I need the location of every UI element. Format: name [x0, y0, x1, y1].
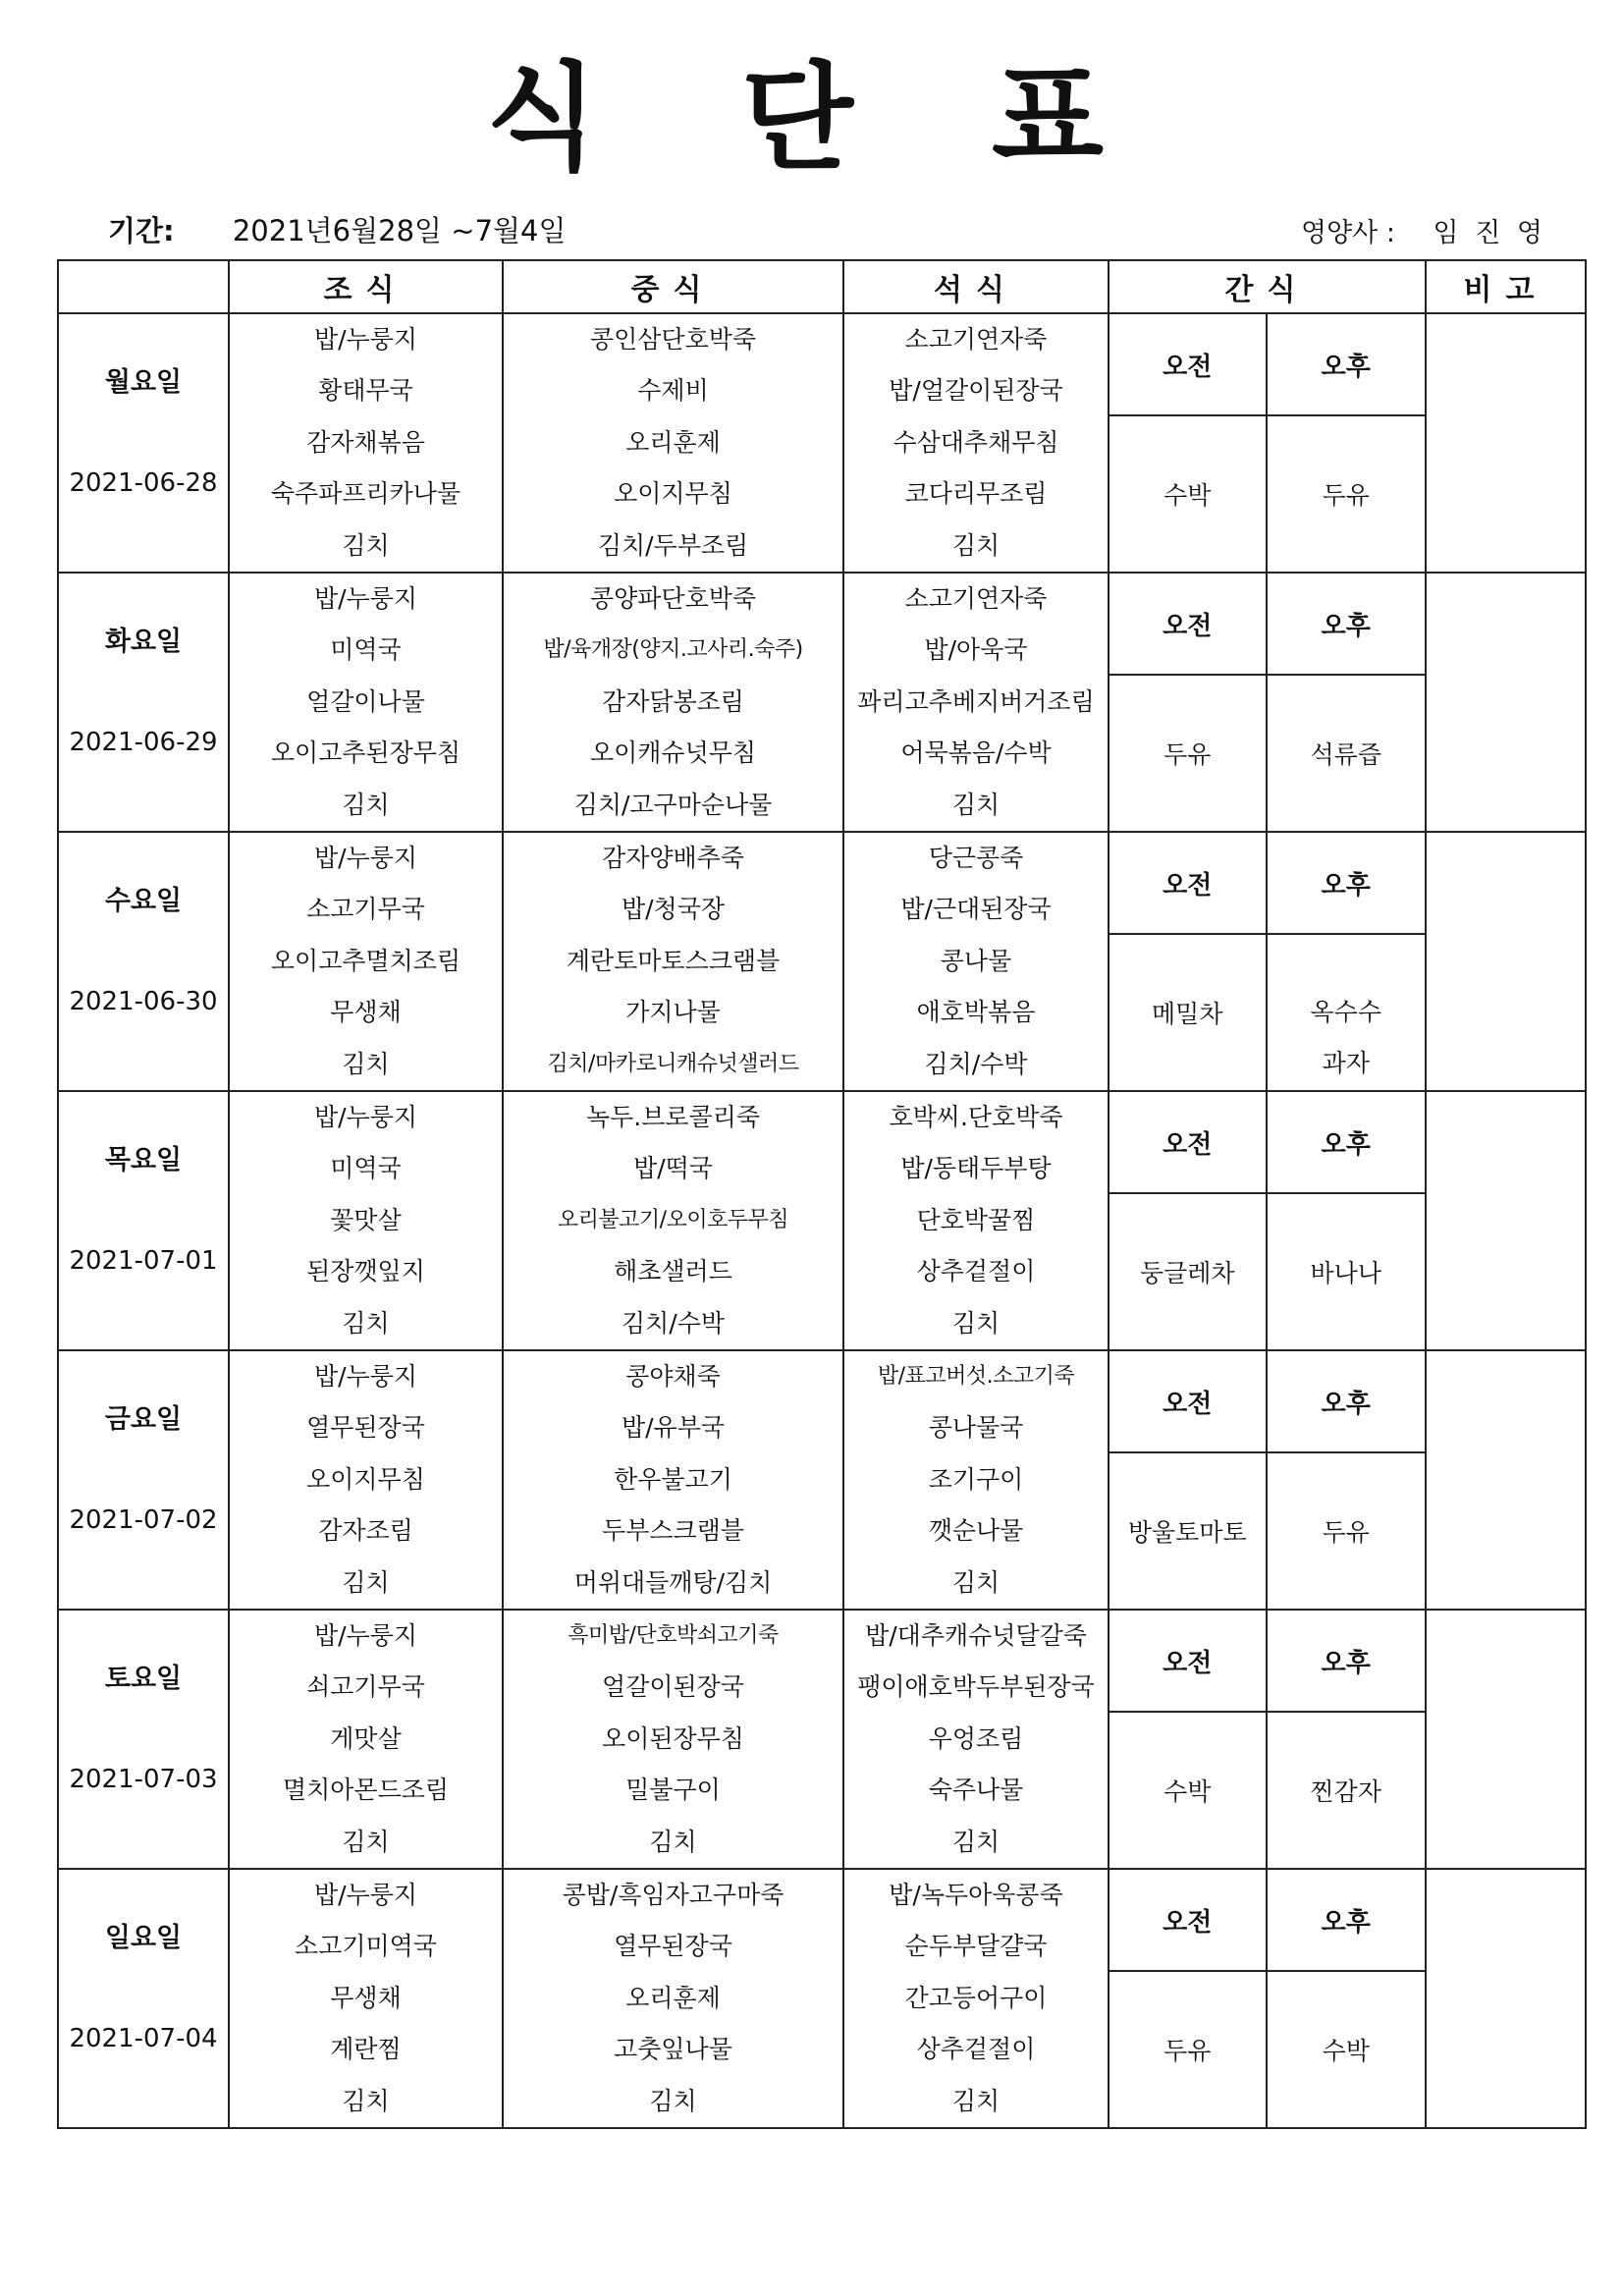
- day-row: [58, 313, 1586, 573]
- dinner-item: 김치: [951, 2086, 1001, 2115]
- snack-grid: [1109, 574, 1425, 831]
- breakfast-item: 김치: [342, 1827, 390, 1856]
- lunch-cell: [503, 1610, 843, 1869]
- dinner-item: 상추겉절이: [916, 1257, 1036, 1286]
- day-cell: [58, 832, 229, 1091]
- dinner-item: 숙주나물: [928, 1776, 1024, 1805]
- snack-grid: [1109, 1870, 1425, 2127]
- period-value: 2021년6월28일 ~7월4일: [232, 214, 567, 247]
- day-date: 2021-07-04: [69, 2024, 218, 2053]
- dinner-item: 김치: [951, 1827, 1001, 1856]
- breakfast-item: 김치: [342, 1567, 390, 1597]
- lunch-cell: [503, 1091, 843, 1350]
- breakfast-item: 숙주파프리카나물: [270, 479, 461, 509]
- breakfast-item: 오이지무침: [306, 1464, 425, 1494]
- day-cell: [58, 1091, 229, 1350]
- day-row: [58, 573, 1586, 832]
- day-name: 금요일: [104, 1404, 183, 1435]
- dietitian-name: 임 진 영: [1433, 218, 1546, 248]
- lunch-item: 열무된장국: [614, 1932, 732, 1961]
- lunch-cell: [503, 1869, 843, 2128]
- breakfast-item: 얼갈이나물: [306, 686, 425, 716]
- lunch-item: 콩밥/흑임자고구마죽: [562, 1881, 784, 1909]
- snack-am-label: 오전: [1109, 1611, 1268, 1713]
- breakfast-item: 오이고추된장무침: [270, 738, 461, 768]
- lunch-item: 오이캐슈넛무침: [589, 738, 757, 768]
- snack-am-item: 방울토마토: [1109, 1453, 1268, 1609]
- lunch-item: 감자닭봉조림: [602, 686, 744, 716]
- dinner-item: 콩나물국: [928, 1413, 1024, 1443]
- breakfast-cell: [229, 1350, 503, 1610]
- snack-grid: [1109, 1092, 1425, 1349]
- dinner-item: 김치: [951, 530, 1001, 560]
- day-row: [58, 832, 1586, 1091]
- dinner-item: 조기구이: [928, 1464, 1024, 1494]
- dinner-item: 소고기연자죽: [904, 325, 1048, 354]
- day-row: [58, 1610, 1586, 1869]
- snack-pm-item: [1268, 1194, 1426, 1349]
- snack-cell: [1109, 1350, 1426, 1610]
- lunch-item: 밥/청국장: [621, 895, 726, 924]
- lunch-item: 밀불구이: [625, 1776, 721, 1805]
- breakfast-cell: [229, 1091, 503, 1350]
- breakfast-item: 오이고추멸치조림: [270, 946, 461, 975]
- lunch-item: 녹두.브로콜리죽: [586, 1103, 760, 1131]
- breakfast-item: 황태무국: [318, 376, 413, 406]
- day-name: 수요일: [104, 886, 183, 916]
- lunch-item: 콩양파단호박죽: [589, 584, 757, 613]
- snack-am-label: 오전: [1109, 574, 1268, 676]
- day-date: 2021-07-02: [69, 1505, 218, 1535]
- dinner-item: 소고기연자죽: [904, 584, 1048, 613]
- header-snack: 간식: [1109, 260, 1426, 313]
- remark-cell: [1426, 1350, 1586, 1610]
- dinner-cell: [843, 1610, 1109, 1869]
- dietitian: [1301, 214, 1546, 253]
- title-char-2: 단: [741, 50, 853, 186]
- lunch-item: 김치: [649, 2086, 697, 2115]
- header-dinner: 석식: [843, 260, 1109, 313]
- breakfast-item: 무생채: [330, 1983, 402, 2012]
- remark-cell: [1426, 1610, 1586, 1869]
- breakfast-item: 김치: [342, 530, 390, 560]
- breakfast-cell: [229, 573, 503, 832]
- day-cell: [58, 1869, 229, 2128]
- day-cell: [58, 573, 229, 832]
- dinner-item: 김치: [951, 1567, 1001, 1597]
- dinner-cell: [843, 313, 1109, 573]
- lunch-item: 두부스크램블: [602, 1516, 744, 1546]
- lunch-item: 얼갈이된장국: [602, 1672, 744, 1702]
- snack-am-label: 오전: [1109, 1092, 1268, 1194]
- lunch-item: 한우불고기: [614, 1464, 732, 1494]
- breakfast-item: 쇠고기무국: [306, 1672, 425, 1702]
- snack-pm-label: 오후: [1268, 1351, 1426, 1453]
- title-char-1: 식: [486, 50, 598, 186]
- dinner-cell: [843, 1091, 1109, 1350]
- day-row: [58, 1350, 1586, 1610]
- snack-am-item: 수박: [1109, 416, 1268, 572]
- breakfast-cell: [229, 832, 503, 1091]
- breakfast-item: 밥/누룽지: [313, 325, 418, 354]
- breakfast-item: 된장깻잎지: [306, 1257, 425, 1286]
- day-date: 2021-06-29: [69, 728, 218, 757]
- header-day: [58, 260, 229, 313]
- dinner-item: 애호박볶음: [916, 998, 1036, 1027]
- snack-cell: [1109, 832, 1426, 1091]
- breakfast-cell: [229, 313, 503, 573]
- dinner-item: 단호박꿀찜: [916, 1205, 1036, 1234]
- remark-cell: [1426, 1091, 1586, 1350]
- day-cell: [58, 1610, 229, 1869]
- lunch-item: 오이지무침: [614, 479, 732, 509]
- snack-pm-label: 오후: [1268, 314, 1426, 416]
- breakfast-item: 무생채: [330, 998, 402, 1027]
- dietitian-label: 영양사 :: [1301, 218, 1395, 248]
- snack-pm-text: 석류즙: [1310, 740, 1381, 769]
- snack-am-item: 둥글레차: [1109, 1194, 1268, 1349]
- breakfast-item: 꽃맛살: [330, 1205, 402, 1234]
- snack-pm-item: [1268, 1713, 1426, 1868]
- breakfast-item: 미역국: [330, 1154, 402, 1183]
- breakfast-cell: [229, 1610, 503, 1869]
- dinner-item: 김치/수박: [924, 1049, 1028, 1078]
- remark-cell: [1426, 573, 1586, 832]
- dinner-item: 밥/녹두아욱콩죽: [889, 1881, 1063, 1909]
- breakfast-item: 감자채볶음: [306, 427, 425, 457]
- snack-pm-item: [1268, 676, 1426, 831]
- header-row: [58, 260, 1586, 313]
- dinner-item: 우엉조림: [928, 1723, 1024, 1753]
- day-date: 2021-06-30: [69, 987, 218, 1016]
- dinner-item: 밥/대추캐슈넛달갈죽: [865, 1621, 1087, 1650]
- lunch-item: 흑미밥/단호박쇠고기죽: [568, 1623, 779, 1648]
- breakfast-item: 감자조림: [318, 1516, 413, 1546]
- dinner-item: 호박씨.단호박죽: [889, 1103, 1063, 1131]
- snack-pm-text: 두유: [1322, 481, 1370, 510]
- dinner-item: 팽이애호박두부된장국: [857, 1672, 1095, 1702]
- remark-cell: [1426, 313, 1586, 573]
- lunch-cell: [503, 313, 843, 573]
- lunch-item: 오리훈제: [625, 427, 721, 457]
- lunch-item: 김치: [649, 1827, 697, 1856]
- lunch-item: 가지나물: [625, 998, 721, 1027]
- snack-pm-item: [1268, 935, 1426, 1090]
- title-char-3: 표: [992, 50, 1104, 186]
- snack-grid: [1109, 833, 1425, 1090]
- snack-pm-text: 과자: [1322, 1049, 1370, 1077]
- breakfast-item: 밥/누룽지: [313, 1881, 418, 1909]
- dinner-item: 김치: [951, 1308, 1001, 1338]
- dinner-item: 어묵볶음/수박: [900, 738, 1052, 768]
- dinner-cell: [843, 1869, 1109, 2128]
- remark-cell: [1426, 1869, 1586, 2128]
- lunch-item: 감자양배추죽: [602, 844, 744, 872]
- lunch-item: 오리훈제: [625, 1983, 721, 2012]
- dinner-item: 수삼대추채무침: [893, 427, 1059, 457]
- header-remark: 비고: [1426, 260, 1586, 313]
- dinner-item: 밥/얼갈이된장국: [889, 376, 1063, 406]
- snack-am-label: 오전: [1109, 1351, 1268, 1453]
- breakfast-item: 밥/누룽지: [313, 1362, 418, 1391]
- dinner-item: 꽈리고추베지버거조림: [857, 686, 1095, 716]
- lunch-item: 밥/떡국: [633, 1154, 713, 1183]
- day-date: 2021-06-28: [69, 468, 218, 498]
- snack-pm-text: 옥수수: [1310, 998, 1381, 1026]
- snack-pm-label: 오후: [1268, 574, 1426, 676]
- breakfast-item: 게맛살: [330, 1723, 402, 1753]
- snack-cell: [1109, 313, 1426, 573]
- dinner-item: 코다리무조림: [904, 479, 1048, 509]
- dinner-cell: [843, 832, 1109, 1091]
- dinner-item: 간고등어구이: [904, 1983, 1048, 2012]
- snack-pm-text: 찐감자: [1310, 1777, 1381, 1806]
- breakfast-item: 미역국: [330, 635, 402, 665]
- day-name: 일요일: [104, 1923, 183, 1953]
- breakfast-item: 계란찜: [330, 2035, 402, 2064]
- snack-am-item: 두유: [1109, 1972, 1268, 2127]
- snack-am-item: 두유: [1109, 676, 1268, 831]
- breakfast-item: 소고기미역국: [295, 1932, 437, 1961]
- dinner-item: 콩나물: [940, 946, 1012, 975]
- dinner-item: 상추겉절이: [916, 2035, 1036, 2064]
- breakfast-item: 열무된장국: [306, 1413, 425, 1443]
- day-row: [58, 1091, 1586, 1350]
- snack-am-item: 메밀차: [1109, 935, 1268, 1090]
- dinner-cell: [843, 1350, 1109, 1610]
- lunch-item: 김치/수박: [621, 1308, 726, 1338]
- day-date: 2021-07-03: [69, 1765, 218, 1794]
- day-name: 화요일: [104, 627, 183, 657]
- lunch-item: 수제비: [637, 376, 709, 406]
- menu-body: [58, 313, 1586, 2128]
- day-name: 목요일: [104, 1145, 183, 1175]
- remark-cell: [1426, 832, 1586, 1091]
- snack-pm-label: 오후: [1268, 1092, 1426, 1194]
- snack-pm-item: [1268, 1972, 1426, 2127]
- lunch-item: 고춧잎나물: [614, 2035, 732, 2064]
- lunch-item: 오이된장무침: [602, 1723, 744, 1753]
- breakfast-item: 밥/누룽지: [313, 1621, 418, 1650]
- dinner-item: 당근콩죽: [928, 844, 1024, 872]
- lunch-item: 콩야채죽: [625, 1362, 721, 1391]
- snack-cell: [1109, 573, 1426, 832]
- period: [108, 211, 567, 250]
- snack-pm-text: 바나나: [1310, 1259, 1381, 1287]
- breakfast-item: 소고기무국: [306, 895, 425, 924]
- snack-grid: [1109, 1611, 1425, 1868]
- dinner-item: 밥/근대된장국: [900, 895, 1052, 924]
- snack-am-label: 오전: [1109, 833, 1268, 935]
- breakfast-item: 김치: [342, 1308, 390, 1338]
- period-label: 기간:: [108, 214, 175, 247]
- dinner-item: 밥/동태두부탕: [900, 1154, 1052, 1183]
- snack-am-item: 수박: [1109, 1713, 1268, 1868]
- snack-am-label: 오전: [1109, 1870, 1268, 1972]
- snack-grid: [1109, 314, 1425, 572]
- breakfast-item: 밥/누룽지: [313, 1103, 418, 1131]
- lunch-item: 밥/유부국: [621, 1413, 726, 1443]
- snack-pm-text: 수박: [1322, 2037, 1370, 2065]
- lunch-item: 콩인삼단호박죽: [589, 325, 757, 354]
- snack-am-label: 오전: [1109, 314, 1268, 416]
- snack-pm-label: 오후: [1268, 1611, 1426, 1713]
- dinner-item: 순두부달걀국: [904, 1932, 1048, 1961]
- breakfast-item: 멸치아몬드조림: [282, 1776, 450, 1805]
- lunch-item: 해초샐러드: [614, 1257, 732, 1286]
- header-breakfast: 조식: [229, 260, 503, 313]
- snack-pm-label: 오후: [1268, 1870, 1426, 1972]
- lunch-cell: [503, 1350, 843, 1610]
- dinner-cell: [843, 573, 1109, 832]
- lunch-item: 밥/육개장(양지.고사리.숙주): [543, 637, 803, 663]
- lunch-item: 오리불고기/오이호두무침: [557, 1207, 789, 1232]
- snack-cell: [1109, 1869, 1426, 2128]
- dinner-item: 밥/표고버섯.소고기죽: [877, 1364, 1075, 1389]
- dinner-item: 깻순나물: [928, 1516, 1024, 1546]
- lunch-item: 김치/고구마순나물: [573, 790, 773, 819]
- dinner-item: 김치: [951, 790, 1001, 819]
- dinner-item: 밥/아욱국: [924, 635, 1028, 665]
- lunch-item: 계란토마토스크램블: [566, 946, 781, 975]
- breakfast-item: 김치: [342, 1049, 390, 1078]
- breakfast-cell: [229, 1869, 503, 2128]
- breakfast-item: 김치: [342, 2086, 390, 2115]
- snack-pm-item: [1268, 416, 1426, 572]
- snack-grid: [1109, 1351, 1425, 1609]
- day-cell: [58, 313, 229, 573]
- day-name: 월요일: [104, 367, 183, 398]
- breakfast-item: 밥/누룽지: [313, 844, 418, 872]
- page-title: [0, 49, 1623, 187]
- day-row: [58, 1869, 1586, 2128]
- header-lunch: 중식: [503, 260, 843, 313]
- day-name: 토요일: [104, 1664, 183, 1694]
- lunch-cell: [503, 832, 843, 1091]
- lunch-cell: [503, 573, 843, 832]
- lunch-item: 김치/마카로니캐슈넛샐러드: [547, 1051, 799, 1076]
- snack-pm-label: 오후: [1268, 833, 1426, 935]
- breakfast-item: 밥/누룽지: [313, 584, 418, 613]
- lunch-item: 김치/두부조림: [597, 530, 749, 560]
- snack-pm-item: [1268, 1453, 1426, 1609]
- snack-cell: [1109, 1091, 1426, 1350]
- snack-cell: [1109, 1610, 1426, 1869]
- snack-pm-text: 두유: [1322, 1518, 1370, 1547]
- lunch-item: 머위대들깨탕/김치: [573, 1567, 773, 1597]
- day-cell: [58, 1350, 229, 1610]
- day-date: 2021-07-01: [69, 1246, 218, 1276]
- breakfast-item: 김치: [342, 790, 390, 819]
- menu-table: [57, 259, 1587, 2129]
